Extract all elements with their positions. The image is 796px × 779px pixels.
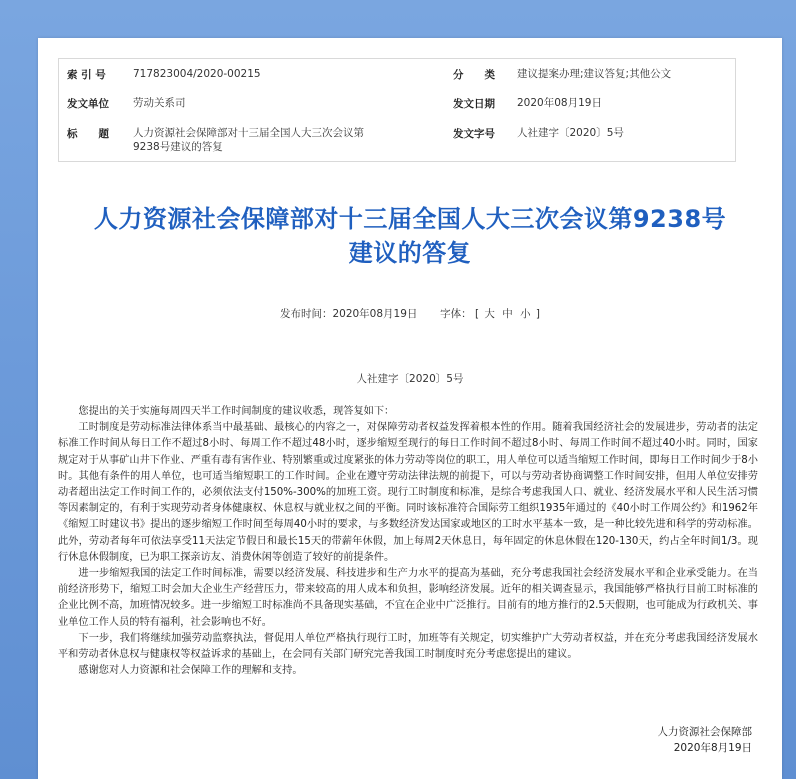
category-value: 建议提案办理;建议答复;其他公文	[517, 68, 672, 80]
font-large-button[interactable]: 大	[484, 308, 495, 320]
document-page	[38, 38, 782, 779]
docno-value: 人社建字〔2020〕5号	[517, 127, 624, 139]
metadata-table	[58, 58, 736, 162]
publish-bar	[38, 306, 782, 321]
bracket-open: [	[474, 308, 480, 320]
document-body	[58, 404, 758, 679]
font-medium-button[interactable]: 中	[502, 308, 513, 320]
signature-block	[658, 724, 753, 756]
publish-date: 2020年08月19日	[332, 308, 418, 320]
document-number: 人社建字〔2020〕5号	[356, 373, 464, 385]
issuer-label: 发文单位	[67, 98, 109, 110]
paragraph: 进一步缩短我国的法定工作时间标准，需要以经济发展、科技进步和生产力水平的提高为基础，充分考虑我国社会经济发展水平和企业承受能力。在当前经济形势下，缩短工时会加大企业生产经营压力，带来较高的用人成本和负担，影响经济发展。近年的相关调查显示，我国能够严格执行目前工时标准的企业比例不高，加班情况较多。进一步缩短工时标准尚不具备现实基础，不宜在企业中广泛推行。目前有的地方推行的2.5天假期，也可能成为行政机关、事业单位工作人员的特有福利，社会影响也不好。	[58, 568, 758, 628]
date-label: 发文日期	[453, 98, 495, 110]
docno-label: 发文字号	[453, 128, 495, 140]
title-line-1: 人力资源社会保障部对十三届全国人大三次会议第9238号	[93, 205, 727, 233]
page-title	[58, 202, 762, 270]
signature-org: 人力资源社会保障部	[657, 726, 752, 738]
paragraph: 工时制度是劳动标准法律体系当中最基础、最核心的内容之一，对保障劳动者权益发挥着根本性的作用。随着我国经济社会的发展进步，劳动者的法定标准工作时间从每日工作不超过8小时、每周工作不超过48小时，逐步缩短至现行的每日工作时间不超过8小时、每周工作时间不超过40小时。同时，国家规定对于从事矿山井下作业、严重有毒有害作业、特别繁重或过度紧张的体力劳动等岗位的职工，用人单位可以适当缩短工作时间，即每日工作时间少于8小时。其他有条件的用人单位，也可适当缩短职工的工作时间。企业在遵守劳动法律法规的前提下，可以与劳动者协商调整工作时间安排，但用人单位安排劳动者超出法定工作时间工作的，必须依法支付150%-300%的加班工资。现行工时制度和标准，是综合考虑我国人口、就业、经济发展水平和人民生活习惯等因素制定的，有利于实现劳动者身体健康权、休息权与就业权之间的平衡。同时该标准符合国际劳工组织1935年通过的《40小时工作周公约》和1962年《缩短工时建议书》提出的逐步缩短工作时间至每周40小时的要求，与多数经济发达国家或地区的工时水平基本一致，是一种比较先进和科学的劳动标准。此外，劳动者每年可依法享受11天法定节假日和最长15天的带薪年休假，加上每周2天休息日，每年固定的休息休假在120-130天，约占全年时间1/3。现行休息休假制度，已为职工探亲访友、消费休闲等创造了较好的前提条件。	[58, 422, 758, 563]
index-value: 717823004/2020-00215	[133, 68, 261, 80]
bracket-close: ]	[535, 308, 541, 320]
publish-label: 发布时间：	[279, 308, 333, 320]
signature-date: 2020年8月19日	[673, 742, 752, 754]
date-value: 2020年08月19日	[517, 97, 602, 109]
font-label: 字体：	[440, 308, 472, 320]
index-label: 索 引 号	[67, 69, 106, 81]
paragraph: 下一步，我们将继续加强劳动监察执法，督促用人单位严格执行现行工时，加班等有关规定，切实维护广大劳动者权益，并在充分考虑我国经济发展水平和劳动者休息权与健康权等权益诉求的基础上，在会同有关部门研究完善我国工时制度时充分考虑您提出的建议。	[58, 632, 758, 661]
title-value: 人力资源社会保障部对十三届全国人大三次会议第9238号建议的答复	[133, 127, 364, 153]
font-small-button[interactable]: 小	[520, 308, 531, 320]
title-label: 标 题	[67, 128, 109, 140]
paragraph: 感谢您对人力资源和社会保障工作的理解和支持。	[78, 665, 303, 677]
issuer-value: 劳动关系司	[133, 97, 186, 109]
paragraph: 您提出的关于实施每周四天半工作时间制度的建议收悉，现答复如下：	[78, 406, 395, 417]
category-label: 分 类	[453, 69, 495, 81]
title-line-2: 建议的答复	[348, 239, 472, 267]
